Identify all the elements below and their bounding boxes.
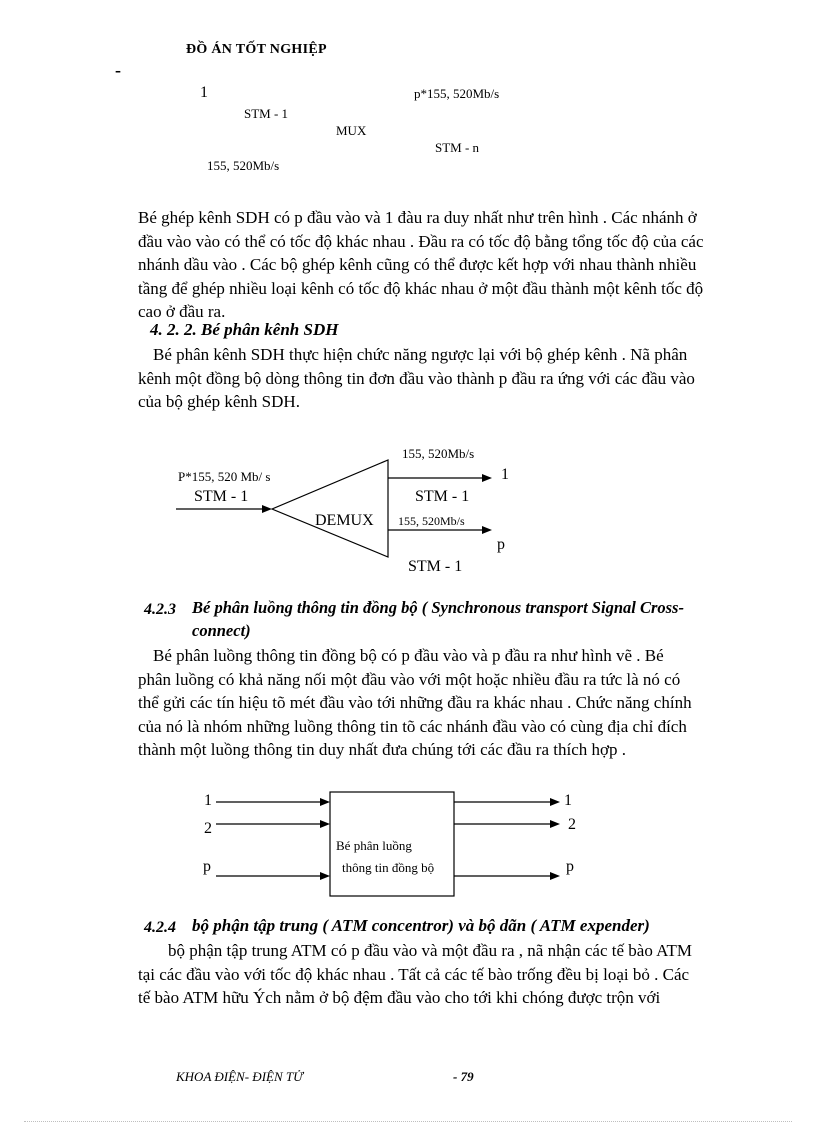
demux-input-arrowhead: [262, 505, 272, 513]
cc-in-label: 2: [204, 820, 212, 837]
cc-out-label: 1: [564, 792, 572, 809]
cc-box-line1: Bé phân luồng: [336, 838, 412, 853]
mux-input-label: STM - 1: [244, 106, 289, 121]
para-422-line: kênh một đồng bộ dòng thông tin đơn đầu vào thành p đầu ra ứng với các đầu vào: [138, 368, 695, 388]
section-number-424: 4.2.4: [144, 919, 176, 936]
para-424-line: tại các đầu vào với tốc độ khác nhau . Tất cả các tế bào trống đều bị loại bỏ . Các: [138, 964, 690, 984]
mux-input-index: 1: [200, 84, 208, 101]
demux-input-label: STM - 1: [194, 488, 249, 505]
section-heading-423-line2: connect): [192, 621, 251, 640]
para-422-line: Bé phân kênh SDH thực hiện chức năng ngược lại với bộ ghép kênh . Nã phân: [153, 345, 688, 364]
section-number-423: 4.2.3: [144, 601, 176, 618]
footer-faculty: KHOA ĐIỆN- ĐIỆN TỬ: [176, 1069, 303, 1084]
para-423-line: phân luồng có khả năng nối một đầu vào với một hoặc nhiều đầu ra tức là nó có: [138, 669, 681, 689]
footer-page-number: - 79: [453, 1069, 474, 1084]
demux-out1-index: 1: [501, 466, 509, 483]
mux-output-label: STM - n: [435, 140, 480, 155]
para-mux-line: cao ở đầu ra.: [138, 302, 226, 321]
para-423-line: thành một luồng thông tin duy nhất đưa chúng tới các đầu ra thích hợp .: [138, 740, 626, 759]
demux-triangle: [272, 460, 388, 557]
cc-out-label: 2: [568, 816, 576, 833]
page-header-title: ĐỒ ÁN TỐT NGHIỆP: [186, 42, 327, 57]
mux-input-rate: 155, 520Mb/s: [207, 158, 280, 173]
section-heading-422: 4. 2. 2. Bé phân kênh SDH: [150, 320, 339, 339]
para-mux-line: đầu vào vào có thể có tốc độ khác nhau . Đầu ra có tốc độ bằng tổng tốc độ của các: [138, 231, 704, 251]
para-mux-line: Bé ghép kênh SDH có p đầu vào và 1 đàu ra duy nhất như trên hình . Các nhánh ở: [138, 208, 697, 227]
section-heading-424: bộ phận tập trung ( ATM concentror) và bộ dãn ( ATM expender): [192, 916, 650, 935]
demux-outp-rate: 155, 520Mb/s: [398, 514, 465, 528]
section-heading-423-line1: Bé phân luồng thông tin đồng bộ ( Synchronous transport Signal Cross-: [192, 598, 684, 617]
demux-out1-label: STM - 1: [415, 488, 470, 505]
demux-outp-arrowhead: [482, 526, 492, 534]
para-423-line: Bé phân luồng thông tin đồng bộ có p đầu vào và p đầu ra như hình vẽ . Bé: [153, 646, 664, 665]
demux-label: DEMUX: [315, 512, 374, 529]
footer-divider: [24, 1121, 792, 1122]
demux-out1-arrowhead: [482, 474, 492, 482]
para-mux-line: tầng để ghép nhiều loại kênh có tốc độ khác nhau ở một đầu thành một kênh tốc độ: [138, 278, 704, 298]
para-424: [138, 963, 689, 1010]
cc-box-line2: thông tin đồng bộ: [342, 860, 435, 875]
para-423-first: [153, 644, 664, 668]
demux-outp-index: p: [497, 536, 505, 553]
demux-outp-label: STM - 1: [408, 558, 463, 575]
cc-in-label: p: [203, 858, 211, 875]
mux-label: MUX: [336, 123, 367, 138]
bullet-mark: -: [115, 60, 121, 80]
para-424-line: bộ phận tập trung ATM có p đầu vào và một đầu ra , nã nhận các tế bào ATM: [168, 941, 693, 960]
para-423: [138, 668, 692, 762]
cc-out-label: p: [566, 858, 574, 875]
demux-out1-rate: 155, 520Mb/s: [402, 446, 475, 461]
para-mux-line: nhánh dầu vào . Các bộ ghép kênh cũng có thể được kết hợp với nhau thành nhiều: [138, 255, 697, 274]
para-424-line: tế bào ATM hữu Ých nằm ở bộ đệm đầu vào cho tới khi chóng được trộn với: [138, 988, 661, 1007]
mux-output-rate: p*155, 520Mb/s: [414, 86, 500, 101]
para-423-line: của nó là nhóm những luồng thông tin tõ các nhánh đầu vào có cùng địa chỉ đích: [138, 716, 687, 736]
para-422-line: của bộ ghép kênh SDH.: [138, 392, 300, 411]
cc-in-label: 1: [204, 792, 212, 809]
demux-input-rate: P*155, 520 Mb/ s: [178, 469, 271, 484]
para-424-first: [168, 939, 692, 963]
para-423-line: thể gửi các tín hiệu tõ mét đầu vào tới những đầu ra khác nhau . Chức năng chính: [138, 693, 692, 712]
